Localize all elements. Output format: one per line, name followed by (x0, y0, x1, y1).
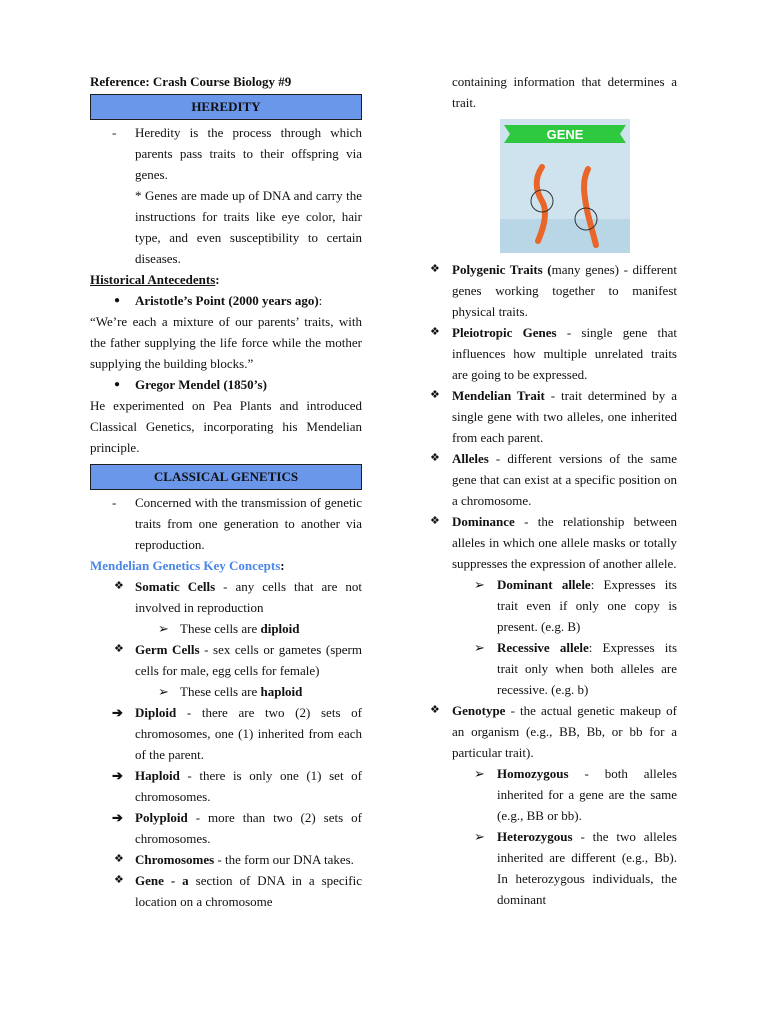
chevron-icon: ➢ (474, 766, 485, 781)
haploid-item: ➔ Haploid - there is only one (1) set of chromosomes. (90, 765, 362, 807)
arrow-icon: ➔ (112, 810, 123, 825)
diamond-icon: ❖ (430, 389, 440, 401)
arrow-icon: ➔ (112, 705, 123, 720)
gene-continuation: containing information that determines a trait. (452, 74, 677, 110)
heredity-item (90, 122, 362, 269)
diamond-icon: ❖ (430, 515, 440, 527)
diamond-icon: ❖ (430, 326, 440, 338)
dominant-allele-item: ➢ Dominant allele: Expresses its trait even if only one copy is present. (e.g. B) (452, 574, 677, 637)
diamond-icon: ❖ (430, 452, 440, 464)
gene-banner-label: GENE (546, 127, 583, 142)
aristotle-title: Aristotle’s Point (2000 years ago) (135, 293, 319, 308)
classical-item (90, 492, 362, 555)
classical-genetics-heading: CLASSICAL GENETICS (90, 464, 362, 490)
diamond-icon: ❖ (114, 874, 124, 886)
mendel-title: Gregor Mendel (1850’s) (135, 377, 267, 392)
genotype-item: ❖ Genotype - the actual genetic makeup of an organism (e.g., BB, Bb, or bb for a particular trait). (452, 700, 677, 763)
chevron-icon: ➢ (474, 640, 485, 655)
aristotle-item: ● Aristotle’s Point (2000 years ago): (90, 290, 362, 311)
diamond-icon: ❖ (114, 643, 124, 655)
historical-antecedents-label: Historical Antecedents: (90, 272, 220, 287)
mendel-text: He experimented on Pea Plants and introduced Classical Genetics, incorporating his Mendelian principle. (90, 398, 362, 455)
key-concepts-label: Mendelian Genetics Key Concepts: (90, 558, 285, 573)
heterozygous-item: ➢ Heterozygous - the two alleles inherited are different (e.g., Bb). In heterozygous individuals, the dominant (452, 826, 677, 910)
chevron-icon: ➢ (158, 621, 169, 636)
gene-illustration (500, 119, 630, 253)
germ-cells-item: ❖ Germ Cells - sex cells or gametes (sperm cells for male, egg cells for female) (90, 639, 362, 681)
polyploid-item: ➔ Polyploid - more than two (2) sets of chromosomes. (90, 807, 362, 849)
bullet-icon: ● (114, 379, 121, 390)
aristotle-quote: “We’re each a mixture of our parents’ traits, with the father supplying the life force while the mother supplying the building blocks.” (90, 314, 362, 371)
diamond-icon: ❖ (430, 263, 440, 275)
chevron-icon: ➢ (474, 577, 485, 592)
somatic-sub-item: ➢ These cells are diploid (90, 618, 362, 639)
reference-line: Reference: Crash Course Biology #9 (90, 74, 292, 89)
dominance-item: ❖ Dominance - the relationship between alleles in which one allele masks or totally suppresses the expression of another allele. (452, 511, 677, 574)
heredity-definition: Heredity is the process through which parents pass traits to their offspring via genes. (135, 125, 362, 182)
gene-item: ❖ Gene - a section of DNA in a specific location on a chromosome (90, 870, 362, 912)
bullet-icon: ● (114, 295, 121, 306)
recessive-allele-item: ➢ Recessive allele: Expresses its trait only when both alleles are recessive. (e.g. b) (452, 637, 677, 700)
classical-definition: Concerned with the transmission of genetic traits from one generation to another via reproduction. (135, 495, 362, 552)
polygenic-item: ❖ Polygenic Traits (many genes) - different genes working together to manifest physical traits. (452, 259, 677, 322)
diploid-item: ➔ Diploid - there are two (2) sets of chromosomes, one (1) inherited from each of the parent. (90, 702, 362, 765)
arrow-icon: ➔ (112, 768, 123, 783)
dash-marker: - (112, 495, 117, 510)
heredity-note: * Genes are made up of DNA and carry the instructions for traits like eye color, hair type, and even susceptibility to certain diseases. (135, 188, 362, 266)
right-column (430, 71, 678, 910)
chevron-icon: ➢ (158, 684, 169, 699)
dash-marker: - (112, 125, 117, 140)
diamond-icon: ❖ (114, 580, 124, 592)
heredity-heading: HEREDITY (90, 94, 362, 120)
left-column (90, 71, 362, 912)
chevron-icon: ➢ (474, 829, 485, 844)
mendelian-trait-item: ❖ Mendelian Trait - trait determined by a single gene with two alleles, one inherited from each parent. (452, 385, 677, 448)
somatic-cells-item: ❖ Somatic Cells - any cells that are not involved in reproduction (90, 576, 362, 618)
chromosomes-item: ❖ Chromosomes - the form our DNA takes. (90, 849, 362, 870)
alleles-item: ❖ Alleles - different versions of the same gene that can exist at a specific position on a chromosome. (452, 448, 677, 511)
homozygous-item: ➢ Homozygous - both alleles inherited for a gene are the same (e.g., BB or bb). (452, 763, 677, 826)
germ-sub-item: ➢ These cells are haploid (90, 681, 362, 702)
diamond-icon: ❖ (430, 704, 440, 716)
pleiotropic-item: ❖ Pleiotropic Genes - single gene that influences how multiple unrelated traits are going to be expressed. (452, 322, 677, 385)
diamond-icon: ❖ (114, 853, 124, 865)
mendel-item (90, 374, 362, 395)
